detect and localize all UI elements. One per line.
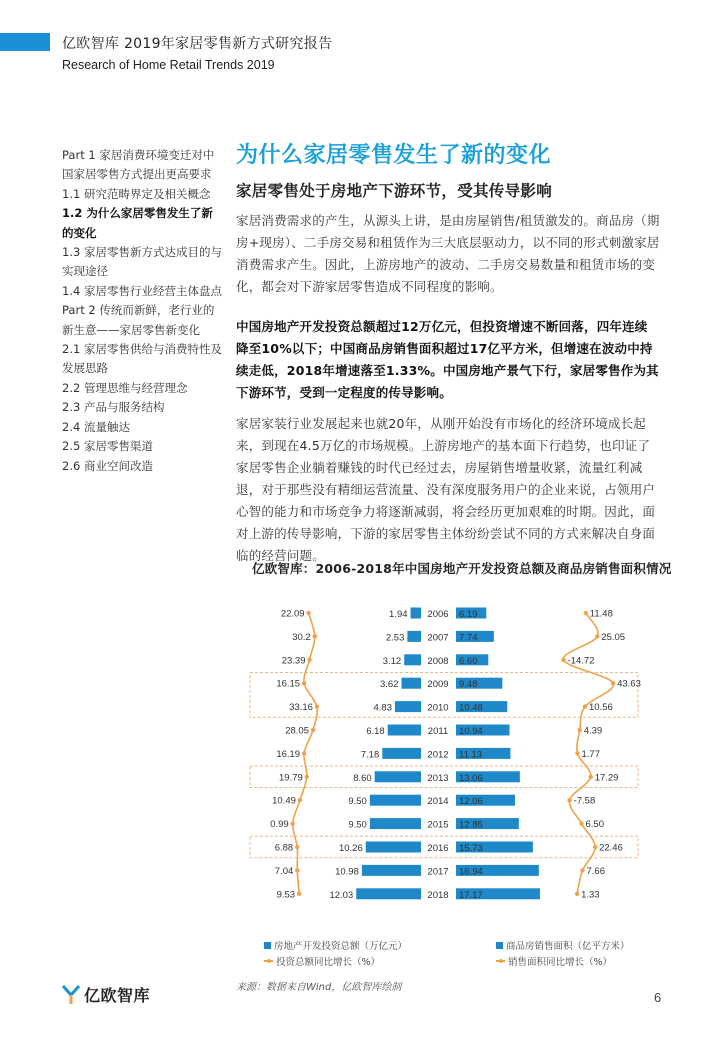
label-area-growth-2010: 10.56 <box>589 702 613 714</box>
point-area-growth-2010 <box>583 704 587 708</box>
label-investment-2010: 4.83 <box>373 702 392 714</box>
label-investment-growth-2017: 7.04 <box>274 865 294 877</box>
year-label: 2009 <box>427 679 449 691</box>
label-investment-2013: 8.60 <box>353 772 372 784</box>
label-investment-growth-2006: 22.09 <box>280 608 305 620</box>
toc-item[interactable]: 1.2 为什么家居零售发生了新的变化 <box>62 206 213 240</box>
point-area-growth-2009 <box>611 681 615 685</box>
point-area-growth-2014 <box>567 798 571 802</box>
bar-investment-2015 <box>370 818 421 829</box>
point-area-growth-2007 <box>595 634 599 638</box>
label-investment-2006: 1.94 <box>389 609 408 620</box>
paragraph-3: 家居家装行业发展起来也就20年，从刚开始没有市场化的经济环境成长起来，到现在4.5万亿的市场规模。上游房地产的基本面下行趋势，也印证了家居零售企业躺着赚钱的时代已经过去，房屋销售增量收紧，流量红利减退，对于那些没有精细运营流量、没有深度服务用户的企业来说，占领用户心智的能力和市场竞争力将逐渐减弱，将会经历更加艰难的时期。因此，面对上游的传导影响，下游的家居零售主体纷纷尝试不同的方式来解决自身面临的经营问题。 <box>236 416 656 563</box>
point-investment-growth-2008 <box>307 658 311 662</box>
bar-investment-2009 <box>402 678 421 689</box>
label-area-growth-2016: 22.46 <box>599 842 623 854</box>
label-area-2013: 13.06 <box>459 772 483 784</box>
point-area-growth-2016 <box>593 845 597 849</box>
logo-text: 亿欧智库 <box>84 986 151 1005</box>
label-investment-2012: 7.18 <box>360 749 380 761</box>
legend-left-bar-label: 房地产开发投资总额（万亿元） <box>274 941 408 952</box>
label-area-growth-2015: 6.50 <box>585 819 604 831</box>
table-of-contents <box>62 146 222 476</box>
bar-investment-2018 <box>356 888 421 899</box>
year-label: 2017 <box>427 866 449 878</box>
legend-bar-swatch <box>264 942 271 949</box>
label-area-growth-2006: 11.48 <box>589 608 613 620</box>
legend-right-bar <box>496 938 630 952</box>
year-label: 2015 <box>427 819 449 831</box>
label-investment-2014: 9.50 <box>348 796 367 808</box>
chart-svg <box>238 592 650 936</box>
year-label: 2007 <box>427 632 449 644</box>
toc-item[interactable]: 1.3 家居零售新方式达成目的与实现途径 <box>62 245 222 279</box>
point-investment-growth-2018 <box>297 892 301 896</box>
logo-y-icon <box>62 985 80 1005</box>
label-investment-2007: 2.53 <box>385 632 405 644</box>
point-investment-growth-2009 <box>302 681 306 685</box>
label-investment-growth-2014: 10.49 <box>272 795 296 807</box>
label-area-growth-2011: 4.39 <box>583 725 603 737</box>
legend-right-line-label: 销售面积同比增长（%） <box>508 957 613 968</box>
label-area-2015: 12.85 <box>459 819 483 831</box>
label-area-2016: 15.73 <box>459 843 483 854</box>
label-investment-growth-2013: 19.79 <box>279 772 303 784</box>
label-investment-growth-2008: 23.39 <box>281 655 306 667</box>
label-area-growth-2008: -14.72 <box>567 655 595 667</box>
legend-left-line-label: 投资总额同比增长（%） <box>276 957 381 968</box>
label-area-growth-2018: 1.33 <box>581 889 600 901</box>
year-label: 2006 <box>427 609 449 620</box>
bar-investment-2014 <box>370 795 421 806</box>
legend-line-swatch <box>264 960 273 962</box>
point-area-growth-2006 <box>584 611 588 615</box>
bar-investment-2011 <box>388 725 421 736</box>
label-area-growth-2012: 1.77 <box>581 748 600 760</box>
toc-item[interactable]: 1.4 家居零售行业经营主体盘点 <box>62 283 222 298</box>
legend-left-bar <box>264 938 407 952</box>
page-number: 6 <box>654 990 662 1005</box>
label-area-2018: 17.17 <box>459 889 483 901</box>
bar-investment-2006 <box>411 608 421 619</box>
year-label: 2008 <box>427 655 449 667</box>
legend-right-line <box>496 954 612 968</box>
header-title-en: Research of Home Retail Trends 2019 <box>62 58 275 72</box>
label-investment-growth-2010: 33.16 <box>289 702 313 714</box>
point-investment-growth-2010 <box>315 704 319 708</box>
year-label: 2013 <box>427 772 449 784</box>
point-investment-growth-2017 <box>295 868 299 872</box>
label-area-2017: 16.94 <box>459 866 483 878</box>
point-investment-growth-2011 <box>311 728 315 732</box>
page-title: 为什么家居零售发生了新的变化 <box>236 143 552 168</box>
label-investment-growth-2015: 0.99 <box>270 819 289 831</box>
point-area-growth-2008 <box>561 658 565 662</box>
point-investment-growth-2016 <box>295 845 299 849</box>
label-area-growth-2009: 43.63 <box>617 678 641 690</box>
label-area-2011: 10.94 <box>459 726 483 737</box>
point-area-growth-2017 <box>580 868 584 872</box>
label-investment-growth-2018: 9.53 <box>276 889 296 901</box>
toc-item[interactable]: 2.6 商业空间改造 <box>62 458 153 473</box>
legend-bar-swatch <box>496 942 503 949</box>
year-label: 2012 <box>427 749 449 761</box>
label-area-2012: 11.13 <box>459 749 483 761</box>
header-title-cn: 亿欧智库 2019年家居零售新方式研究报告 <box>62 36 333 52</box>
label-area-growth-2007: 25.05 <box>601 631 626 643</box>
bar-investment-2012 <box>382 748 421 759</box>
point-area-growth-2012 <box>575 751 579 755</box>
paragraph-1: 家居消费需求的产生，从源头上讲，是由房屋销售/租赁激发的。商品房（期房+现房）、二手房交易和租赁作为三大底层驱动力，以不同的形式刺激家居消费需求产生。因此，上游房地产的波动、二手房交易数量和租赁市场的变化，都会对下游家居零售造成不同程度的影响。 <box>236 213 660 294</box>
label-investment-2018: 12.03 <box>329 889 354 901</box>
label-investment-2011: 6.18 <box>366 726 385 737</box>
source-note: 来源：数据来自Wind，亿欧智库绘制 <box>236 982 402 993</box>
label-investment-2016: 10.26 <box>338 843 363 854</box>
label-area-growth-2017: 7.66 <box>586 865 605 877</box>
point-investment-growth-2007 <box>313 634 317 638</box>
label-investment-growth-2012: 16.19 <box>276 748 301 760</box>
toc-item[interactable]: 2.5 家居零售渠道 <box>62 439 153 454</box>
toc-item[interactable]: 2.3 产品与服务结构 <box>62 400 165 415</box>
label-investment-growth-2016: 6.88 <box>274 842 294 854</box>
toc-item[interactable]: 2.4 流量触达 <box>62 419 130 434</box>
year-label: 2018 <box>427 889 449 901</box>
label-investment-growth-2009: 16.15 <box>276 678 301 690</box>
toc-item[interactable]: Part 1 家居消费环境变迁对中国家居零售方式提出更高要求 <box>62 148 215 182</box>
label-area-2014: 12.06 <box>459 796 483 808</box>
point-investment-growth-2006 <box>306 611 310 615</box>
section-subtitle: 家居零售处于房地产下游环节，受其传导影响 <box>236 182 553 200</box>
point-investment-growth-2015 <box>291 821 295 825</box>
toc-item[interactable]: 2.1 家居零售供给与消费特性及发展思路 <box>62 342 222 376</box>
legend-right-bar-label: 商品房销售面积（亿平方米） <box>506 941 630 952</box>
bar-investment-2010 <box>395 701 421 712</box>
label-area-growth-2014: -7.58 <box>573 795 596 807</box>
label-investment-2017: 10.98 <box>335 866 359 878</box>
brand-logo <box>62 983 150 1006</box>
paragraph-2-highlight: 中国房地产开发投资总额超过12万亿元，但投资增速不断回落，四年连续降至10%以下；中国商品房销售面积超过17亿平方米，但增速在波动中持续走低，2018年增速落至1.33%。中国房地产景气下行，家居零售作为其下游环节，受到一定程度的传导影响。 <box>236 319 659 400</box>
label-area-2008: 6.60 <box>459 655 478 667</box>
bar-investment-2017 <box>362 865 421 876</box>
legend-left-line <box>264 954 380 968</box>
toc-item[interactable]: 1.1 研究范畴界定及相关概念 <box>62 186 211 201</box>
bar-investment-2013 <box>375 771 421 782</box>
chart-title: 亿欧智库：2006-2018年中国房地产开发投资总额及商品房销售面积情况 <box>252 561 672 576</box>
year-label: 2016 <box>427 843 449 854</box>
label-area-2006: 6.19 <box>459 609 478 620</box>
label-investment-growth-2007: 30.2 <box>292 631 311 643</box>
label-area-2010: 10.48 <box>459 702 483 714</box>
toc-item[interactable]: Part 2 传统而新鲜，老行业的新生意——家居零售新变化 <box>62 303 215 337</box>
point-investment-growth-2014 <box>298 798 302 802</box>
year-label: 2011 <box>427 726 449 737</box>
label-area-growth-2013: 17.29 <box>594 772 619 784</box>
label-area-2009: 9.48 <box>459 679 478 691</box>
point-investment-growth-2012 <box>302 751 306 755</box>
bar-investment-2008 <box>404 654 421 665</box>
label-area-2007: 7.74 <box>459 632 478 644</box>
toc-item[interactable]: 2.2 管理思维与经营理念 <box>62 380 188 395</box>
label-investment-growth-2011: 28.05 <box>285 725 309 737</box>
label-investment-2009: 3.62 <box>380 679 399 691</box>
label-investment-2008: 3.12 <box>382 655 402 667</box>
point-area-growth-2013 <box>589 775 593 779</box>
bar-investment-2016 <box>366 842 421 853</box>
point-area-growth-2011 <box>578 728 582 732</box>
legend-line-swatch <box>496 960 505 962</box>
point-area-growth-2018 <box>575 892 579 896</box>
point-area-growth-2015 <box>579 821 583 825</box>
point-investment-growth-2013 <box>305 775 309 779</box>
bar-investment-2007 <box>407 631 421 642</box>
year-label: 2014 <box>427 796 449 808</box>
header-accent-bar <box>0 33 50 51</box>
label-investment-2015: 9.50 <box>348 819 367 831</box>
year-label: 2010 <box>427 702 449 714</box>
